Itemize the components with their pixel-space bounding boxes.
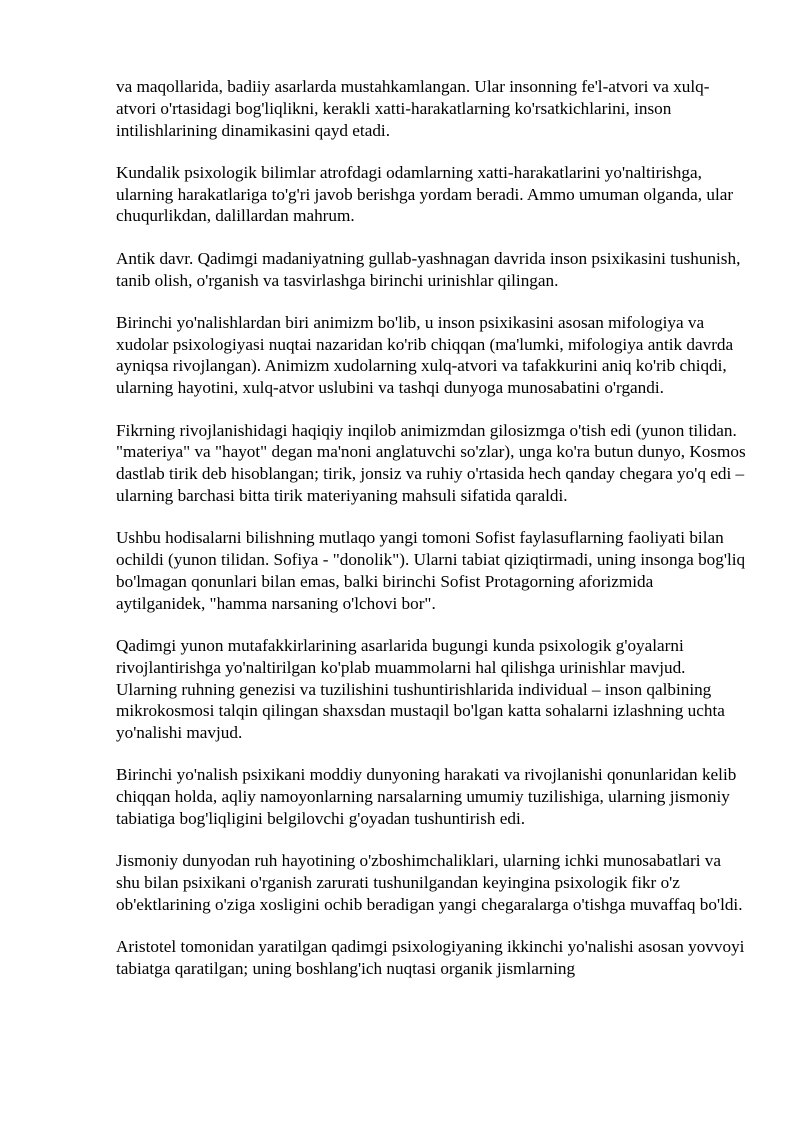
paragraph-5: Fikrning rivojlanishidagi haqiqiy inqilob animizmdan gilosizmga o'tish edi (yunon tilidan. "materiya" va "hayot" degan ma'noni anglatuvchi so'zlar), unga ko'ra butun dunyo, Kosmos dastlab tirik deb hisoblangan; tirik, jonsiz va ruhiy o'rtasida hech qanday chegara yo'q edi – ularning barchasi bitta tirik materiyaning mahsuli sifatida qaraldi. [116,420,746,505]
paragraph-7: Qadimgi yunon mutafakkirlarining asarlarida bugungi kunda psixologik g'oyalarni rivojlantirishga yo'naltirilgan ko'plab muammolarni hal qilishga urinishlar mavjud. Ularning ruhning genezisi va tuzilishini tushuntirishlarida individual – inson qalbining mikrokosmosi talqin qilingan shaxsdan mustaqil bo'lgan katta sohalarni izlashning uchta yo'nalishi mavjud. [116,635,725,743]
document-page [116,76,746,980]
paragraph-10: Aristotel tomonidan yaratilgan qadimgi psixologiyaning ikkinchi yo'nalishi asosan yovvoyi tabiatga qaratilgan; uning boshlang'ich nuqtasi organik jismlarning [116,937,745,978]
paragraph-9: Jismoniy dunyodan ruh hayotining o'zboshimchaliklari, ularning ichki munosabatlari va shu bilan psixikani o'rganish zarurati tushunilgandan keyingina psixologik fikr o'z ob'ektlarining o'ziga xosligini ochib beradigan yangi chegaralarga o'tishga muvaffaq bo'ldi. [116,851,743,914]
paragraph-2: Kundalik psixologik bilimlar atrofdagi odamlarning xatti-harakatlarini yo'naltirishga, ularning harakatlariga to'g'ri javob berishga yordam beradi. Ammo umuman olganda, ular chuqurlikdan, dalillardan mahrum. [116,162,734,226]
paragraph-6: Ushbu hodisalarni bilishning mutlaqo yangi tomoni Sofist faylasuflarning faoliyati bilan ochildi (yunon tilidan. Sofiya - "donolik"). Ularni tabiat qiziqtirmadi, uning insonga bog'liq bo'lmagan qonunlari bilan emas, balki birinchi Sofist Protagorning aforizmida aytilganidek, "hamma narsaning o'lchovi bor". [116,528,746,613]
paragraph-1: va maqollarida, badiiy asarlarda mustahkamlangan. Ular insonning fe'l-atvori va xulq-atvori o'rtasidagi bog'liqlikni, kerakli xatti-harakatlarning ko'rsatkichlarini, inson intilishlarining dinamikasini qayd etadi. [116,77,710,140]
paragraph-8: Birinchi yo'nalish psixikani moddiy dunyoning harakati va rivojlanishi qonunlaridan kelib chiqqan holda, aqliy namoyonlarning narsalarning umumiy tuzilishiga, ularning jismoniy tabiatiga bog'liqligini belgilovchi g'oyadan tushuntirish edi. [116,765,737,829]
paragraph-4: Birinchi yo'nalishlardan biri animizm bo'lib, u inson psixikasini asosan mifologiya va xudolar psixologiyasi nuqtai nazaridan ko'rib chiqqan (ma'lumki, mifologiya antik davrda ayniqsa rivojlangan). Animizm xudolarning xulq-atvori va tafakkurini aniq ko'rib chiqdi, ularning hayotini, xulq-atvor uslubini va tashqi dunyoga munosabatini o'rgandi. [116,312,734,398]
paragraph-3: Antik davr. Qadimgi madaniyatning gullab-yashnagan davrida inson psixikasini tushunish, tanib olish, o'rganish va tasvirlashga birinchi urinishlar qilingan. [116,248,741,290]
